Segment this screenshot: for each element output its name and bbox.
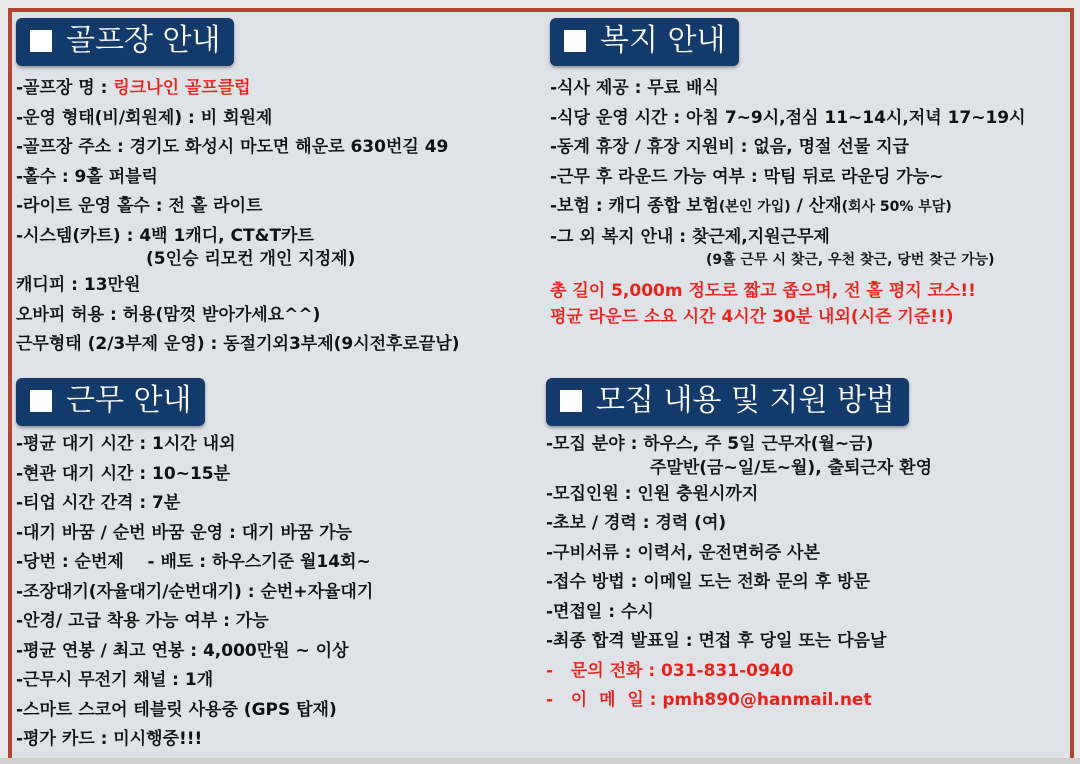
recruit-title: 모집 내용 및 지원 방법: [596, 383, 895, 418]
golf-line: (5인승 리모컨 개인 지정제): [146, 249, 356, 269]
welfare-line: -근무 후 라운드 가능 여부 : 막팀 뒤로 라운딩 가능~: [550, 166, 944, 187]
welfare-section: [550, 18, 1026, 330]
work-line: -평균 연봉 / 최고 연봉 : 4,000만원 ~ 이상: [16, 640, 349, 661]
golf-line: -시스템(카트) : 4백 1캐디, CT&T카트: [16, 225, 314, 246]
square-bullet-icon: [564, 30, 586, 52]
welfare-header: [550, 18, 739, 66]
welfare-insurance-line: -보험 : 캐디 종합 보험(본인 가입) / 산재(회사 50% 부담): [550, 196, 952, 216]
recruit-line: -면접일 : 수시: [546, 601, 654, 622]
recruit-line: -초보 / 경력 : 경력 (여): [546, 513, 727, 533]
work-title: 근무 안내: [66, 383, 192, 418]
golf-name-value: 링크나인 골프클럽: [113, 78, 251, 98]
welfare-other-line: -그 외 복지 안내 : 찾근제,지원근무제: [550, 226, 830, 247]
welfare-title: 복지 안내: [600, 23, 726, 58]
work-line: -현관 대기 시간 : 10~15분: [16, 463, 231, 484]
square-bullet-icon: [30, 30, 52, 52]
work-line: -근무시 무전기 채널 : 1개: [16, 670, 214, 690]
work-line: -평균 대기 시간 : 1시간 내외: [16, 434, 236, 454]
recruit-header: [546, 378, 909, 426]
golf-header: [16, 18, 234, 66]
recruit-field-line: -모집 분야 : 하우스, 주 5일 근무자(월~금): [546, 434, 874, 454]
recruit-field-line2: 주말반(금~일/토~월), 출퇴근자 환영: [650, 457, 933, 478]
recruit-section: [546, 378, 932, 716]
golf-line: 오바피 허용 : 허용(맘껏 받아가세요^^): [16, 304, 321, 325]
work-line: -평가 카드 : 미시행중!!!: [16, 729, 203, 749]
recruit-line: -구비서류 : 이력서, 운전면허증 사본: [546, 542, 820, 563]
golf-line: -홀수 : 9홀 퍼블릭: [16, 166, 158, 187]
golf-line: -라이트 운영 홀수 : 전 홀 라이트: [16, 196, 263, 216]
square-bullet-icon: [30, 390, 52, 412]
work-line: -티업 시간 간격 : 7분: [16, 493, 181, 513]
work-line: -대기 바꿈 / 순번 바꿈 운영 : 대기 바꿈 가능: [16, 522, 353, 543]
work-line: -조장대기(자율대기/순번대기) : 순번+자율대기: [16, 581, 374, 602]
welfare-other-note: (9홀 근무 시 찾근, 우천 찾근, 당번 찾근 가능): [706, 252, 995, 268]
golf-name-line: -골프장 명 : 링크나인 골프클럽: [16, 78, 251, 98]
recruit-line: -모집인원 : 인원 충원시까지: [546, 483, 759, 504]
bottom-strip: [0, 758, 1080, 764]
contact-email[interactable]: - 이 메 일 : pmh890@hanmail.net: [546, 690, 872, 710]
recruit-line: -최종 합격 발표일 : 면접 후 당일 또는 다음날: [546, 631, 887, 651]
welfare-line: -식당 운영 시간 : 아침 7~9시,점심 11~14시,저녁 17~19시: [550, 107, 1026, 128]
golf-line: 캐디피 : 13만원: [16, 275, 141, 295]
golf-line: -골프장 주소 : 경기도 화성시 마도면 해운로 630번길 49: [16, 137, 449, 157]
golf-line: -운영 형태(비/회원제) : 비 회원제: [16, 107, 273, 128]
emphasis-round-time: 평균 라운드 소요 시간 4시간 30분 내외(시즌 기준!!): [550, 307, 954, 327]
welfare-line: -동계 휴장 / 휴장 지원비 : 없음, 명절 선물 지급: [550, 137, 909, 157]
welfare-line: -식사 제공 : 무료 배식: [550, 78, 719, 98]
work-header: [16, 378, 205, 426]
work-line: -당번 : 순번제 - 배토 : 하우스기준 월14회~: [16, 552, 371, 572]
poster-frame: [8, 8, 1074, 762]
work-section: [16, 378, 373, 755]
recruit-line: -접수 방법 : 이메일 도는 전화 문의 후 방문: [546, 572, 870, 592]
golf-title: 골프장 안내: [66, 23, 221, 58]
contact-phone[interactable]: - 문의 전화 : 031-831-0940: [546, 660, 794, 681]
work-line: -안경/ 고급 착용 가능 여부 : 가능: [16, 611, 269, 631]
square-bullet-icon: [560, 390, 582, 412]
emphasis-course-length: 총 길이 5,000m 정도로 짧고 좁으며, 전 홀 평지 코스!!: [550, 281, 976, 301]
work-line: -스마트 스코어 테블릿 사용중 (GPS 탑재): [16, 699, 337, 720]
golf-line: 근무형태 (2/3부제 운영) : 동절기외3부제(9시전후로끝남): [16, 334, 460, 354]
golf-section: [16, 18, 460, 360]
